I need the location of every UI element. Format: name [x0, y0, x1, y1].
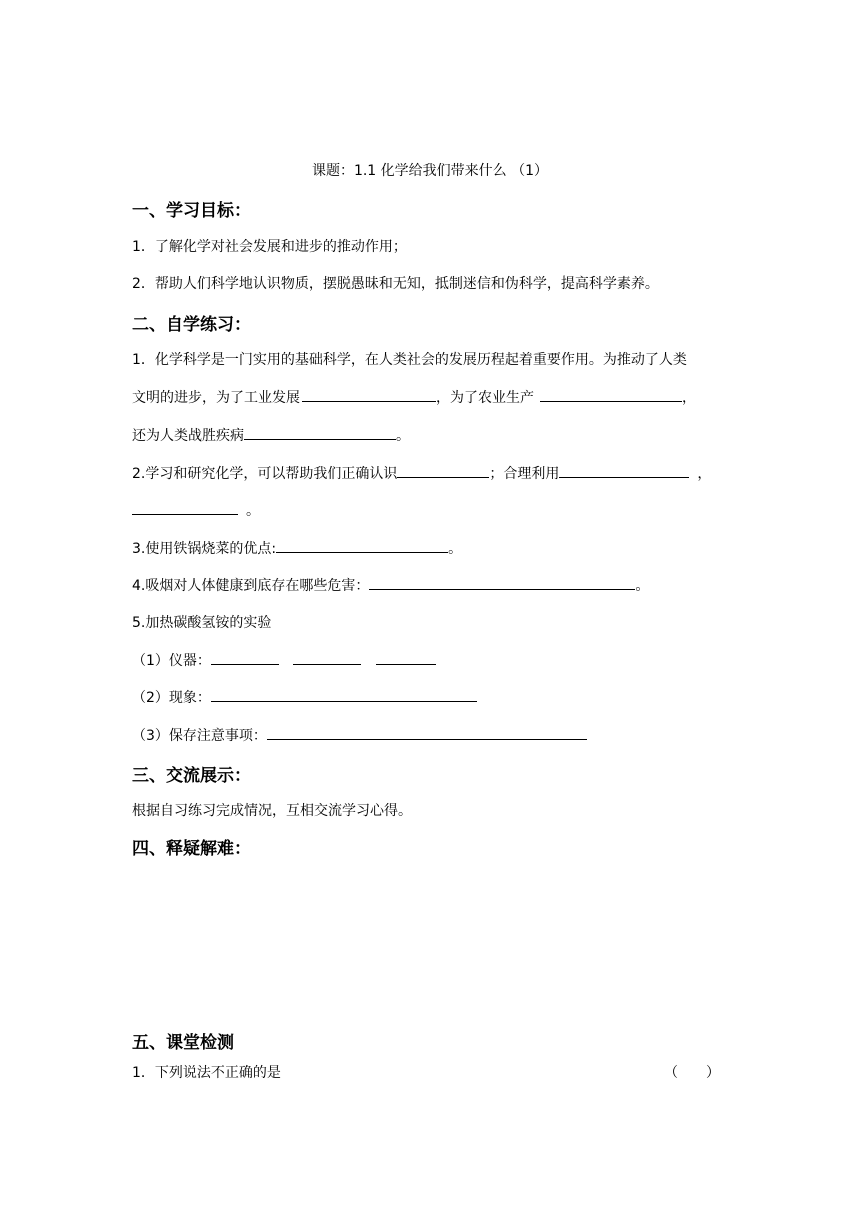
- section-1-heading: 一、学习目标：: [132, 201, 251, 221]
- blank-phenomenon[interactable]: [211, 687, 477, 702]
- blank-instrument-2[interactable]: [293, 650, 361, 665]
- q2-text-b: ；合理利用: [489, 466, 560, 482]
- blank-smoking[interactable]: [369, 575, 635, 590]
- blank-instrument-3[interactable]: [376, 650, 436, 665]
- blank-instrument-1[interactable]: [211, 650, 279, 665]
- q4-line: [132, 575, 649, 595]
- q1-text-b: ，为了农业生产: [436, 390, 534, 406]
- answer-parentheses[interactable]: （ ）: [664, 1065, 720, 1081]
- section-2-heading: 二、自学练习：: [132, 315, 251, 335]
- q3-text-b: 。: [448, 541, 463, 557]
- blank-agriculture[interactable]: [540, 387, 682, 402]
- exchange-text: 根据自习练习完成情况，互相交流学习心得。: [132, 803, 412, 819]
- q1-text-a: 文明的进步，为了工业发展: [132, 390, 300, 406]
- q3-text-a: 3.使用铁锅烧菜的优点:: [132, 541, 277, 557]
- q4-text-a: 4.吸烟对人体健康到底存在哪些危害：: [132, 578, 370, 594]
- q2-text-c: ，: [697, 466, 712, 482]
- q1-line-2: [132, 387, 696, 407]
- q2-text-d: 。: [246, 503, 260, 519]
- q5-part-1: [132, 650, 436, 670]
- section-4-heading: 四、释疑解难：: [132, 839, 251, 859]
- q2-line-2: [132, 500, 260, 520]
- q5-part-2: [132, 687, 477, 707]
- q5-p2-label: （2）现象：: [132, 690, 211, 706]
- blank-recognize[interactable]: [397, 463, 489, 478]
- q2-text-a: 2.学习和研究化学，可以帮助我们正确认识: [132, 466, 398, 482]
- q5-p1-label: （1）仪器：: [132, 653, 211, 669]
- goal-item-2: 2．帮助人们科学地认识物质，摆脱愚昧和无知，抵制迷信和伪科学，提高科学素养。: [132, 276, 659, 292]
- section-3-heading: 三、交流展示：: [132, 766, 251, 786]
- q5-p3-label: （3）保存注意事项：: [132, 728, 267, 744]
- blank-storage[interactable]: [267, 725, 587, 740]
- q1-text-d: 还为人类战胜疾病: [132, 428, 244, 444]
- goal-item-1: 1．了解化学对社会发展和进步的推动作用；: [132, 239, 407, 255]
- blank-iron-pot[interactable]: [276, 538, 448, 553]
- blank-utilize[interactable]: [559, 463, 689, 478]
- q4-text-b: 。: [635, 578, 650, 594]
- test-q1: 1．下列说法不正确的是: [132, 1065, 281, 1081]
- q1-text-c: ，: [682, 390, 696, 406]
- blank-disease[interactable]: [244, 425, 396, 440]
- q5-part-3: [132, 725, 587, 745]
- section-5-heading: 五、课堂检测: [132, 1033, 234, 1053]
- blank-q2-end[interactable]: [132, 500, 238, 515]
- q2-line-1: [132, 463, 711, 483]
- q1-text-e: 。: [396, 428, 410, 444]
- q1-line-3: [132, 425, 410, 445]
- page-title: 课题：1.1 化学给我们带来什么 （1）: [311, 163, 549, 179]
- blank-industry[interactable]: [302, 387, 436, 402]
- q1-line-1: 1．化学科学是一门实用的基础科学，在人类社会的发展历程起着重要作用。为推动了人类: [132, 352, 687, 368]
- q3-line: [132, 538, 462, 558]
- q5-title: 5.加热碳酸氢铵的实验: [132, 615, 272, 631]
